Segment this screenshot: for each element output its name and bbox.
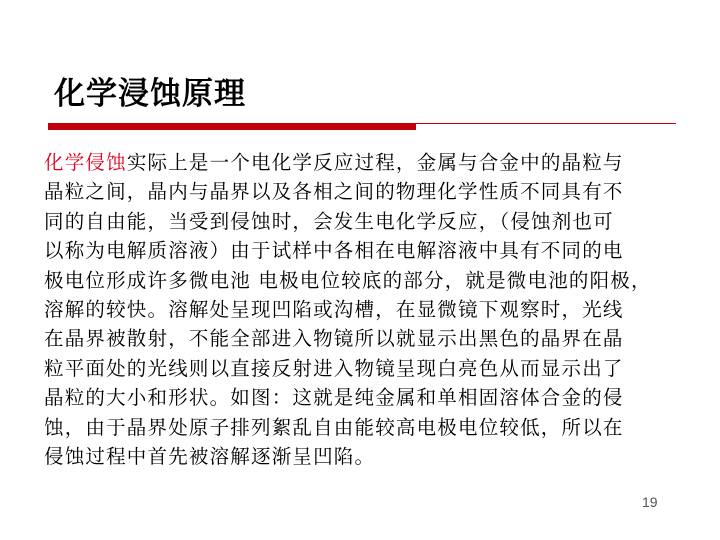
body-line: 同的自由能，当受到侵蚀时，会发生电化学反应，（侵蚀剂也可 <box>44 209 614 233</box>
body-line: 溶解的较快。溶解处呈现凹陷或沟槽，在显微镜下观察时，光线 <box>44 297 624 321</box>
body-line: 晶粒的大小和形状。如图：这就是纯金属和单相固溶体合金的侵 <box>44 386 624 410</box>
title-accent-bar <box>48 123 416 130</box>
body-line: 极电位形成许多微电池 电极电位较底的部分，就是微电池的阳极， <box>44 268 652 292</box>
body-paragraph <box>44 148 680 471</box>
body-line: 晶粒之间，晶内与晶界以及各相之间的物理化学性质不同具有不 <box>44 180 624 204</box>
body-line: 在晶界被散射，不能全部进入物镜所以就显示出黑色的晶界在晶 <box>44 327 624 351</box>
page-number: 19 <box>642 494 658 510</box>
body-line: 蚀，由于晶界处原子排列絮乱自由能较高电极电位较低，所以在 <box>44 415 624 439</box>
body-line: 粒平面处的光线则以直接反射进入物镜呈现白亮色从而显示出了 <box>44 356 624 380</box>
title-divider-line <box>416 123 676 124</box>
slide-title: 化学浸蚀原理 <box>54 76 246 112</box>
body-line <box>44 148 680 177</box>
body-line-text: 实际上是一个电化学反应过程，金属与合金中的晶粒与 <box>126 151 624 174</box>
body-line: 以称为电解质溶液）由于试样中各相在电解溶液中具有不同的电 <box>44 239 624 263</box>
body-line: 侵蚀过程中首先被溶解逐渐呈凹陷。 <box>44 444 376 468</box>
lead-term: 化学侵蚀 <box>44 151 127 174</box>
